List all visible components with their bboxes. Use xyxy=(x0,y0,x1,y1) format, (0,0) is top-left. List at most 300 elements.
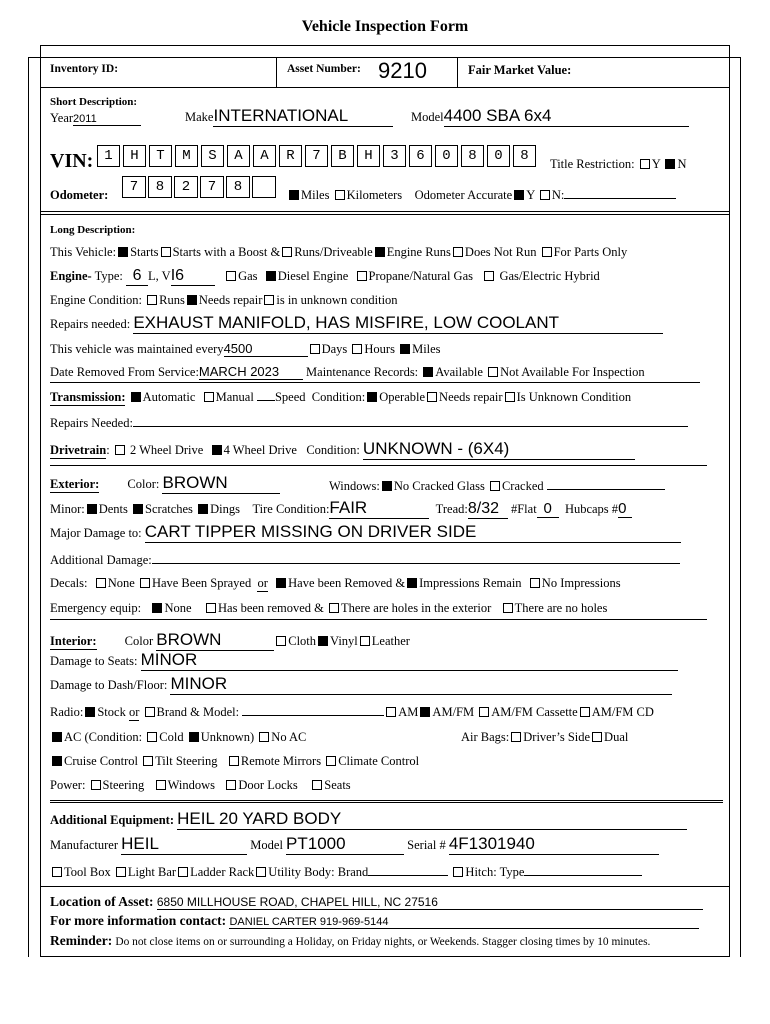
sprayed-label: Have Been Sprayed xyxy=(151,576,252,590)
miles-label: Miles xyxy=(301,188,330,202)
locks-label: Door Locks xyxy=(238,778,298,792)
climate-checkbox[interactable] xyxy=(326,756,336,766)
climate-label: Climate Control xyxy=(338,754,420,768)
toolbox-checkbox[interactable] xyxy=(52,867,62,877)
decals-label: Decals: xyxy=(50,576,88,590)
vin-char-cell[interactable]: 7 xyxy=(305,145,328,167)
hubcaps-field[interactable]: 0 xyxy=(618,500,632,518)
location-row xyxy=(50,894,703,910)
brand-checkbox[interactable] xyxy=(145,707,155,717)
propane-checkbox[interactable] xyxy=(357,271,367,281)
emergency-row xyxy=(50,601,607,616)
repairs-needed-row xyxy=(50,415,688,431)
year-row xyxy=(50,111,141,126)
engine-type-label: Type: xyxy=(94,269,123,283)
2wd-checkbox[interactable] xyxy=(115,445,125,455)
divider xyxy=(457,57,458,87)
seats-field[interactable]: MINOR xyxy=(141,650,678,671)
impressions-label: Impressions Remain xyxy=(419,576,522,590)
transmission-row xyxy=(50,390,631,406)
am-checkbox[interactable] xyxy=(386,707,396,717)
not-run-checkbox[interactable] xyxy=(453,247,463,257)
divider xyxy=(40,214,730,215)
additional-damage-field[interactable] xyxy=(152,552,680,564)
vin-char-cell[interactable]: B xyxy=(331,145,354,167)
equipment-row xyxy=(50,809,687,830)
ec-unknown-checkbox[interactable] xyxy=(264,295,274,305)
starts-checkbox[interactable] xyxy=(118,247,128,257)
divider xyxy=(276,57,277,87)
vin-char-cell[interactable]: A xyxy=(227,145,250,167)
cd-label: AM/FM CD xyxy=(591,705,654,719)
vin-char-cell[interactable]: R xyxy=(279,145,302,167)
scratches-label: Scratches xyxy=(145,502,193,516)
repairs-label: Repairs needed: xyxy=(50,317,131,331)
flat-label: #Flat xyxy=(510,502,537,516)
fair-market-label: Fair Market Value: xyxy=(468,63,572,77)
removed-label: Date Removed From Service: xyxy=(50,365,199,379)
serial-field[interactable]: 4F1301940 xyxy=(449,834,659,855)
model-row xyxy=(411,106,689,127)
year-label: Year xyxy=(50,111,74,125)
ec-repair-checkbox[interactable] xyxy=(187,295,197,305)
odometer-accurate-label: Odometer Accurate xyxy=(414,188,513,202)
unknown-cond-checkbox[interactable] xyxy=(505,392,515,402)
vin-char-cell[interactable]: H xyxy=(357,145,380,167)
needs-repair-checkbox[interactable] xyxy=(427,392,437,402)
mirrors-checkbox[interactable] xyxy=(229,756,239,766)
hybrid-label: Gas/Electric Hybrid xyxy=(499,269,600,283)
no-cracked-label: No Cracked Glass xyxy=(393,479,485,493)
brand-field[interactable] xyxy=(242,715,384,716)
engine-runs-label: Engine Runs xyxy=(386,245,451,259)
int-color-label: Color xyxy=(124,634,154,648)
ladder-label: Ladder Rack xyxy=(190,865,255,879)
driver-label: Driver’s Side xyxy=(523,730,591,744)
vinyl-label: Vinyl xyxy=(330,634,358,648)
maintained-label: This vehicle was maintained every xyxy=(50,342,224,356)
not-available-checkbox[interactable] xyxy=(488,367,498,377)
engine-condition-row xyxy=(50,293,398,308)
drivetrain-row: Drivetrain: 2 Wheel Drive 4 Wheel Drive Condition: UNKNOWN - (6X4) xyxy=(50,439,635,460)
cloth-label: Cloth xyxy=(288,634,317,648)
holes-checkbox[interactable] xyxy=(329,603,339,613)
vin-char-cell[interactable]: 8 xyxy=(513,145,536,167)
odometer-digit-cell[interactable]: 7 xyxy=(122,176,146,198)
cruise-label: Cruise Control xyxy=(64,754,138,768)
odometer-units xyxy=(287,188,676,203)
maintained-field[interactable]: 4500 xyxy=(224,341,308,357)
days-label: Days xyxy=(321,342,348,356)
sprayed-checkbox[interactable] xyxy=(140,578,150,588)
title-n-checkbox[interactable] xyxy=(665,159,675,169)
no-impressions-label: No Impressions xyxy=(541,576,621,590)
divider xyxy=(40,211,730,212)
cassette-label: AM/FM Cassette xyxy=(491,705,578,719)
diesel-label: Diesel Engine xyxy=(277,269,349,283)
divider xyxy=(40,886,730,887)
not-available-label: Not Available For Inspection xyxy=(500,365,645,379)
speed-field[interactable] xyxy=(257,400,275,401)
maint-miles-checkbox[interactable] xyxy=(400,344,410,354)
parts-label: For Parts Only xyxy=(553,245,628,259)
odometer-label: Odometer: xyxy=(50,188,109,202)
4wd-label: 4 Wheel Drive xyxy=(223,443,297,457)
equip-model-field[interactable]: PT1000 xyxy=(286,834,404,855)
odometer-digit-cell[interactable]: 8 xyxy=(226,176,250,198)
emergency-removed-label: Has been removed & xyxy=(218,601,324,615)
tilt-checkbox[interactable] xyxy=(143,756,153,766)
runs-label: Runs/Driveable xyxy=(294,245,373,259)
kilometers-label: Kilometers xyxy=(346,188,403,202)
vin-char-cell[interactable]: M xyxy=(175,145,198,167)
unknown-checkbox[interactable] xyxy=(189,732,199,742)
emergency-none-checkbox[interactable] xyxy=(152,603,162,613)
automatic-checkbox[interactable] xyxy=(131,392,141,402)
model-field[interactable]: 4400 SBA 6x4 xyxy=(444,106,689,127)
vin-char-cell[interactable]: 6 xyxy=(409,145,432,167)
cracked-label: Cracked xyxy=(501,479,544,493)
mirrors-label: Remote Mirrors xyxy=(240,754,322,768)
cd-checkbox[interactable] xyxy=(580,707,590,717)
no-impressions-checkbox[interactable] xyxy=(530,578,540,588)
starts-label: Starts xyxy=(130,245,159,259)
vin-char-cell[interactable]: 0 xyxy=(435,145,458,167)
major-damage-field[interactable]: CART TIPPER MISSING ON DRIVER SIDE xyxy=(145,522,681,543)
emergency-removed-checkbox[interactable] xyxy=(206,603,216,613)
maintenance-row xyxy=(50,341,441,357)
model-label: Model xyxy=(411,110,444,124)
vin-char-cell[interactable]: 3 xyxy=(383,145,406,167)
emergency-label: Emergency equip: xyxy=(50,601,142,615)
dash-field[interactable]: MINOR xyxy=(170,674,672,695)
year-field[interactable]: 2011 xyxy=(73,113,141,126)
liters-field[interactable]: 6 xyxy=(126,267,148,286)
unknown-cond-label: Is Unknown Condition xyxy=(516,390,632,404)
manufacturer-field[interactable]: HEIL xyxy=(121,834,247,855)
parts-checkbox[interactable] xyxy=(542,247,552,257)
no-cracked-checkbox[interactable] xyxy=(382,481,392,491)
odometer-digit-cell[interactable] xyxy=(252,176,276,198)
hitch-label: Hitch: Type xyxy=(465,865,525,879)
manual-checkbox[interactable] xyxy=(204,392,214,402)
operable-label: Operable xyxy=(379,390,426,404)
outer-frame-right xyxy=(740,57,741,957)
steering-label: Steering xyxy=(102,778,145,792)
no-holes-checkbox[interactable] xyxy=(503,603,513,613)
lightbar-label: Light Bar xyxy=(127,865,177,879)
cloth-checkbox[interactable] xyxy=(276,636,286,646)
ec-runs-label: Runs xyxy=(159,293,185,307)
dings-label: Dings xyxy=(210,502,240,516)
engine-condition-label: Engine Condition: xyxy=(50,293,143,307)
additional-damage-row xyxy=(50,552,680,568)
runs-checkbox[interactable] xyxy=(282,247,292,257)
exterior-row xyxy=(50,473,280,494)
divider xyxy=(50,619,707,620)
tire-label: Tire Condition: xyxy=(252,502,330,516)
dents-checkbox[interactable] xyxy=(87,504,97,514)
dings-checkbox[interactable] xyxy=(198,504,208,514)
divider xyxy=(50,465,707,466)
removed-label: Have been Removed & xyxy=(288,576,406,590)
lightbar-checkbox[interactable] xyxy=(116,867,126,877)
airbags-row xyxy=(461,730,628,745)
title-restriction xyxy=(550,157,686,172)
make-field[interactable]: INTERNATIONAL xyxy=(213,106,393,127)
accurate-y-checkbox[interactable] xyxy=(514,190,524,200)
contact-field[interactable]: DANIEL CARTER 919-969-5144 xyxy=(229,916,699,929)
engine-label: Engine- xyxy=(50,269,92,283)
stock-label: Stock xyxy=(97,705,126,719)
odometer-digit-cell[interactable]: 8 xyxy=(148,176,172,198)
repairs-needed-field[interactable] xyxy=(133,415,688,427)
accurate-y-label: Y xyxy=(526,188,535,202)
asset-number-value[interactable]: 9210 xyxy=(378,58,427,83)
outer-frame-left xyxy=(28,57,29,957)
repairs-field[interactable]: EXHAUST MANIFOLD, HAS MISFIRE, LOW COOLANT xyxy=(133,313,663,334)
major-damage-label: Major Damage to: xyxy=(50,526,142,540)
radio-label: Radio: xyxy=(50,705,84,719)
power-label: Power: xyxy=(50,778,86,792)
interior-label: Interior: xyxy=(50,634,97,648)
engine-runs-checkbox[interactable] xyxy=(375,247,385,257)
amfm-checkbox[interactable] xyxy=(420,707,430,717)
ext-color-label: Color: xyxy=(127,477,160,491)
trans-condition-label: Condition: xyxy=(311,390,366,404)
utility-label: Utility Body: Brand xyxy=(268,865,369,879)
ac-label: AC (Condition: xyxy=(64,730,143,744)
title-y-label: Y xyxy=(651,157,661,171)
odometer-digit-cell[interactable]: 2 xyxy=(174,176,198,198)
vin-char-cell[interactable]: 0 xyxy=(487,145,510,167)
vehicle-status-row xyxy=(50,245,627,260)
diesel-checkbox[interactable] xyxy=(266,271,276,281)
accurate-n-checkbox[interactable] xyxy=(540,190,550,200)
vin-char-cell[interactable]: S xyxy=(201,145,224,167)
power-windows-label: Windows xyxy=(167,778,216,792)
or-label: or xyxy=(257,576,268,590)
utility-checkbox[interactable] xyxy=(256,867,266,877)
dents-label: Dents xyxy=(98,502,128,516)
engine-type-row xyxy=(50,267,600,286)
removed-checkbox[interactable] xyxy=(276,578,286,588)
options-row xyxy=(50,754,419,769)
power-windows-checkbox[interactable] xyxy=(156,780,166,790)
reminder-text: Do not close items on or surrounding a Holiday, on Friday nights, or Weekends. Stagger closing times by 10 minutes. xyxy=(115,936,651,948)
cold-checkbox[interactable] xyxy=(147,732,157,742)
equipment-options-row xyxy=(50,865,642,880)
not-run-label: Does Not Run xyxy=(464,245,537,259)
vehicle-label: This Vehicle: xyxy=(50,245,117,259)
amfm-label: AM/FM xyxy=(432,705,475,719)
seats-label: Damage to Seats: xyxy=(50,654,138,668)
drive-condition-field[interactable]: UNKNOWN - (6X4) xyxy=(363,439,635,460)
decals-none-label: None xyxy=(107,576,135,590)
title-y-checkbox[interactable] xyxy=(640,159,650,169)
hubcaps-label: Hubcaps # xyxy=(564,502,619,516)
manufacturer-row xyxy=(50,834,659,855)
hitch-checkbox[interactable] xyxy=(453,867,463,877)
4wd-checkbox[interactable] xyxy=(212,445,222,455)
v-field[interactable]: I6 xyxy=(171,267,215,286)
tilt-label: Tilt Steering xyxy=(155,754,218,768)
impressions-checkbox[interactable] xyxy=(407,578,417,588)
boost-label: Starts with a Boost & xyxy=(172,245,281,259)
accurate-n-field[interactable] xyxy=(564,198,676,199)
drive-condition-label: Condition: xyxy=(306,443,360,457)
reminder-row xyxy=(50,933,650,949)
lv-label: L, V xyxy=(148,269,171,283)
windows-label: Windows: xyxy=(329,479,380,493)
locks-checkbox[interactable] xyxy=(226,780,236,790)
dual-label: Dual xyxy=(604,730,629,744)
inventory-id-label: Inventory ID: xyxy=(50,63,119,75)
manufacturer-label: Manufacturer xyxy=(50,838,119,852)
long-description-label: Long Description: xyxy=(50,224,136,236)
radio-or-label: or xyxy=(128,705,140,719)
transmission-label: Transmission: xyxy=(50,390,126,404)
short-description-label: Short Description: xyxy=(50,96,138,108)
removed-field[interactable]: MARCH 2023 xyxy=(199,364,303,380)
serial-label: Serial # xyxy=(407,838,446,852)
decals-row xyxy=(50,576,621,592)
ext-color-field[interactable]: BROWN xyxy=(162,473,280,494)
kilometers-checkbox[interactable] xyxy=(335,190,345,200)
no-ac-label: No AC xyxy=(271,730,307,744)
title-restriction-label: Title Restriction: xyxy=(550,157,635,171)
leather-label: Leather xyxy=(371,634,410,648)
decals-none-checkbox[interactable] xyxy=(96,578,106,588)
int-color-field[interactable]: BROWN xyxy=(156,630,274,651)
cruise-checkbox[interactable] xyxy=(52,756,62,766)
asset-number-label: Asset Number: xyxy=(287,63,361,75)
steering-checkbox[interactable] xyxy=(91,780,101,790)
location-field[interactable]: 6850 MILLHOUSE ROAD, CHAPEL HILL, NC 27516 xyxy=(157,895,703,910)
propane-label: Propane/Natural Gas xyxy=(368,269,473,283)
cracked-field[interactable] xyxy=(547,489,665,490)
driver-checkbox[interactable] xyxy=(511,732,521,742)
brand-label: Brand & Model: xyxy=(156,705,240,719)
accurate-n-label: N: xyxy=(551,188,565,202)
equipment-label: Additional Equipment: xyxy=(50,813,174,827)
emergency-none-label: None xyxy=(164,601,192,615)
ec-repair-label: Needs repair xyxy=(198,293,263,307)
speed-label: Speed xyxy=(274,390,306,404)
dual-checkbox[interactable] xyxy=(592,732,602,742)
minor-label: Minor: xyxy=(50,502,85,516)
power-seats-checkbox[interactable] xyxy=(312,780,322,790)
utility-brand-field[interactable] xyxy=(368,875,448,876)
miles-checkbox[interactable] xyxy=(289,190,299,200)
exterior-label: Exterior: xyxy=(50,477,100,491)
repairs-row xyxy=(50,313,663,334)
ac-row xyxy=(50,730,306,745)
hybrid-checkbox[interactable] xyxy=(484,271,494,281)
tire-field[interactable]: FAIR xyxy=(329,498,429,519)
windows-row xyxy=(329,479,665,494)
ladder-checkbox[interactable] xyxy=(178,867,188,877)
vin-char-cell[interactable]: T xyxy=(149,145,172,167)
title-n-label: N xyxy=(677,157,687,171)
dash-label: Damage to Dash/Floor: xyxy=(50,678,168,692)
available-checkbox[interactable] xyxy=(423,367,433,377)
form-title: Vehicle Inspection Form xyxy=(301,18,469,35)
unknown-label: Unknown) xyxy=(200,730,255,744)
operable-checkbox[interactable] xyxy=(367,392,377,402)
no-holes-label: There are no holes xyxy=(514,601,608,615)
ec-unknown-label: is in unknown condition xyxy=(276,293,398,307)
vin-char-cell[interactable]: 1 xyxy=(97,145,120,167)
days-checkbox[interactable] xyxy=(310,344,320,354)
flat-field[interactable]: 0 xyxy=(537,500,559,518)
hours-label: Hours xyxy=(364,342,395,356)
needs-repair-label: Needs repair xyxy=(439,390,503,404)
stock-checkbox[interactable] xyxy=(85,707,95,717)
power-seats-label: Seats xyxy=(324,778,351,792)
leather-checkbox[interactable] xyxy=(360,636,370,646)
additional-damage-label: Additional Damage: xyxy=(50,553,152,567)
major-damage-row xyxy=(50,522,681,543)
minor-row xyxy=(50,498,632,519)
boost-checkbox[interactable] xyxy=(161,247,171,257)
hours-checkbox[interactable] xyxy=(352,344,362,354)
ec-runs-checkbox[interactable] xyxy=(147,295,157,305)
2wd-label: 2 Wheel Drive xyxy=(129,443,204,457)
divider xyxy=(40,87,730,88)
divider xyxy=(50,382,700,383)
contact-label: For more information contact: xyxy=(50,913,227,928)
power-row xyxy=(50,778,351,793)
vin-label: VIN: xyxy=(50,150,94,172)
tread-label: Tread: xyxy=(435,502,468,516)
make-label: Make xyxy=(185,110,214,124)
am-label: AM xyxy=(398,705,419,719)
vinyl-checkbox[interactable] xyxy=(318,636,328,646)
gas-checkbox[interactable] xyxy=(226,271,236,281)
cold-label: Cold xyxy=(159,730,184,744)
vin-char-cell[interactable]: H xyxy=(123,145,146,167)
radio-row xyxy=(50,705,654,721)
gas-label: Gas xyxy=(238,269,258,283)
hitch-type-field[interactable] xyxy=(524,875,642,876)
contact-row xyxy=(50,913,699,929)
divider xyxy=(50,802,723,803)
drivetrain-label: Drivetrain xyxy=(50,443,107,457)
divider xyxy=(50,800,723,801)
equipment-field[interactable]: HEIL 20 YARD BODY xyxy=(177,809,687,830)
records-label: Maintenance Records: xyxy=(306,365,419,379)
airbags-label: Air Bags: xyxy=(461,730,510,744)
vin-char-cell[interactable]: A xyxy=(253,145,276,167)
location-label: Location of Asset: xyxy=(50,894,154,909)
ac-checkbox[interactable] xyxy=(52,732,62,742)
no-ac-checkbox[interactable] xyxy=(259,732,269,742)
cassette-checkbox[interactable] xyxy=(479,707,489,717)
dash-row xyxy=(50,674,672,695)
odometer-digit-cell[interactable]: 7 xyxy=(200,176,224,198)
automatic-label: Automatic xyxy=(142,390,196,404)
equip-model-label: Model xyxy=(250,838,283,852)
tread-field[interactable]: 8/32 xyxy=(468,500,508,519)
interior-row xyxy=(50,630,410,651)
removed-row xyxy=(50,364,645,380)
manual-label: Manual xyxy=(215,390,254,404)
cracked-checkbox[interactable] xyxy=(490,481,500,491)
scratches-checkbox[interactable] xyxy=(133,504,143,514)
vin-char-cell[interactable]: 8 xyxy=(461,145,484,167)
repairs-needed-label: Repairs Needed: xyxy=(50,416,133,430)
